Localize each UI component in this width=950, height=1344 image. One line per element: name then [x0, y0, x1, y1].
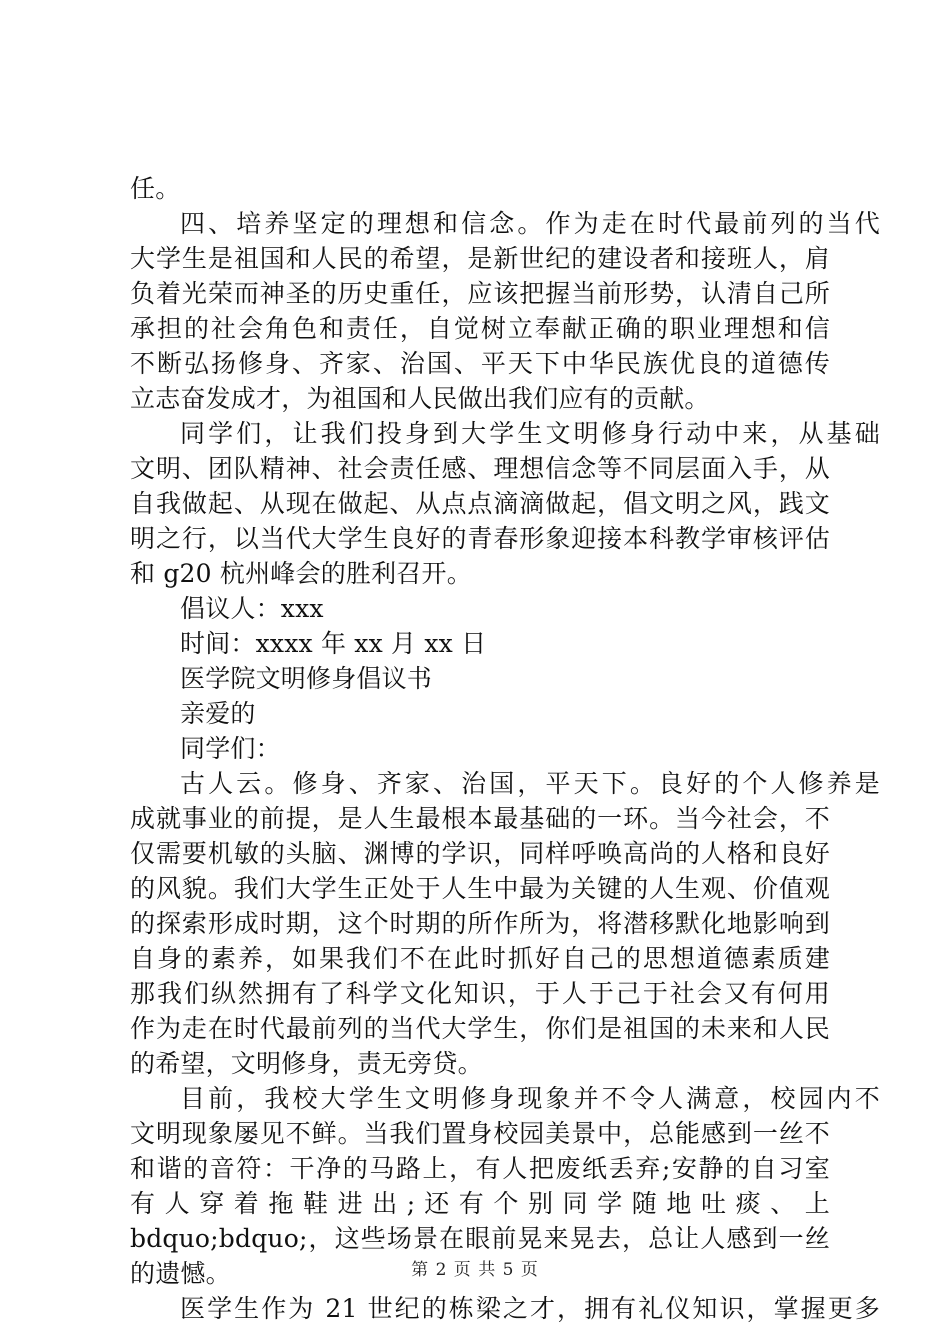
text-line: bdquo;bdquo;，这些场景在眼前晃来晃去，总让人感到一丝	[130, 1224, 830, 1253]
document-body	[130, 171, 880, 1326]
text-line: 医学生作为 21 世纪的栋梁之才，拥有礼仪知识，掌握更多	[180, 1294, 880, 1323]
text-line: 成就事业的前提，是人生最根本最基础的一环。当今社会，不	[130, 804, 830, 833]
text-line: 文明现象屡见不鲜。当我们置身校园美景中，总能感到一丝不	[130, 1119, 830, 1148]
text-line: 那我们纵然拥有了科学文化知识，于人于己于社会又有何用	[130, 979, 830, 1008]
text-line: 和 g20 杭州峰会的胜利召开。	[130, 559, 472, 588]
text-line: 亲爱的	[180, 699, 256, 728]
text-line: 目前，我校大学生文明修身现象并不令人满意，校园内不	[180, 1084, 880, 1113]
text-line: 有 人 穿 着 拖 鞋 进 出 ; 还 有 个 别 同 学 随 地 吐 痰 、 上	[130, 1189, 830, 1218]
text-line: 明之行，以当代大学生良好的青春形象迎接本科教学审核评估	[130, 524, 830, 553]
text-line: 作为走在时代最前列的当代大学生，你们是祖国的未来和人民	[130, 1014, 830, 1043]
text-line: 仅需要机敏的头脑、渊博的学识，同样呼唤高尚的人格和良好	[130, 839, 830, 868]
text-line: 任。	[130, 174, 181, 203]
text-line: 同学们，让我们投身到大学生文明修身行动中来，从基础	[180, 419, 880, 448]
text-line: 时间：xxxx 年 xx 月 xx 日	[180, 629, 487, 658]
text-line: 和谐的音符：干净的马路上，有人把废纸丢弃;安静的自习室	[130, 1154, 830, 1183]
text-line: 医学院文明修身倡议书	[180, 664, 433, 693]
text-line: 大学生是祖国和人民的希望，是新世纪的建设者和接班人，肩	[130, 244, 830, 273]
text-line: 立志奋发成才，为祖国和人民做出我们应有的贡献。	[130, 384, 710, 413]
text-line: 的探索形成时期，这个时期的所作所为，将潜移默化地影响到	[130, 909, 830, 938]
text-line: 四、培养坚定的理想和信念。作为走在时代最前列的当代	[180, 209, 880, 238]
text-line: 的风貌。我们大学生正处于人生中最为关键的人生观、价值观	[130, 874, 830, 903]
page-footer: 第 2 页 共 5 页	[411, 1260, 539, 1280]
text-line: 同学们：	[180, 734, 281, 763]
text-line: 自我做起、从现在做起、从点点滴滴做起，倡文明之风，践文	[130, 489, 830, 518]
text-line: 古人云。修身、齐家、治国，平天下。良好的个人修养是	[180, 769, 880, 798]
text-line: 自身的素养，如果我们不在此时抓好自己的思想道德素质建	[130, 944, 830, 973]
text-line: 的遗憾。	[130, 1259, 231, 1288]
text-line: 承担的社会角色和责任，自觉树立奉献正确的职业理想和信	[130, 314, 830, 343]
text-line: 文明、团队精神、社会责任感、理想信念等不同层面入手，从	[130, 454, 830, 483]
text-line: 倡议人：xxx	[180, 594, 324, 623]
text-line: 负着光荣而神圣的历史重任，应该把握当前形势，认清自己所	[130, 279, 830, 308]
text-line: 的希望，文明修身，责无旁贷。	[130, 1049, 483, 1078]
text-line: 不断弘扬修身、齐家、治国、平天下中华民族优良的道德传	[130, 349, 830, 378]
